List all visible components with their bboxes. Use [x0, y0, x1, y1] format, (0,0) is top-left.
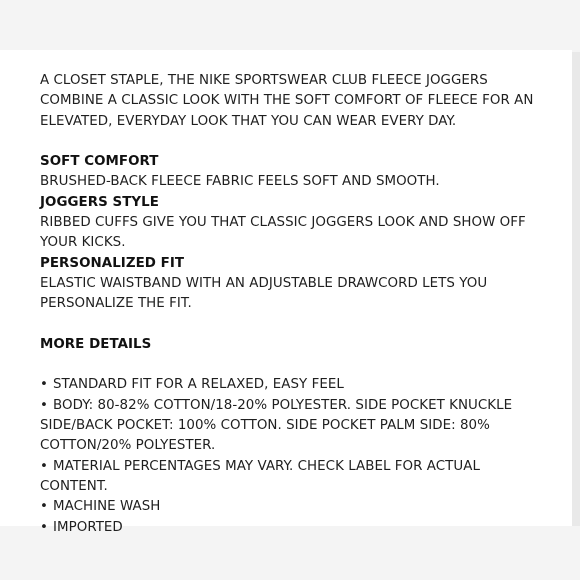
product-description	[40, 71, 550, 538]
personalized-fit-text: ELASTIC WAISTBAND WITH AN ADJUSTABLE DRAWCORD LETS YOU PERSONALIZE THE FIT.	[40, 275, 488, 312]
joggers-style-heading: JOGGERS STYLE	[40, 194, 159, 210]
bullet-icon: •	[40, 458, 48, 474]
soft-comfort-text: BRUSHED-BACK FLEECE FABRIC FEELS SOFT AND SMOOTH.	[40, 174, 440, 190]
list-item	[40, 518, 550, 538]
spacer	[40, 132, 550, 152]
more-details-heading: MORE DETAILS	[40, 336, 152, 352]
list-item-text: BODY: 80-82% COTTON/18-20% POLYESTER. SIDE POCKET KNUCKLE SIDE/BACK POCKET: 100% COTTON. SIDE POCKET PALM SIDE: 80% COTTON/20% POLYESTER.	[40, 397, 513, 454]
bullet-icon: •	[40, 397, 48, 413]
joggers-style-text: RIBBED CUFFS GIVE YOU THAT CLASSIC JOGGERS LOOK AND SHOW OFF YOUR KICKS.	[40, 215, 526, 251]
list-item	[40, 375, 550, 395]
details-list	[40, 375, 550, 537]
soft-comfort-heading: SOFT COMFORT	[40, 154, 159, 170]
bullet-icon: •	[40, 499, 48, 515]
bullet-icon: •	[40, 377, 48, 393]
list-item-text: MACHINE WASH	[53, 499, 161, 515]
list-item-text: MATERIAL PERCENTAGES MAY VARY. CHECK LABEL FOR ACTUAL CONTENT.	[40, 458, 480, 494]
list-item-text: STANDARD FIT FOR A RELAXED, EASY FEEL	[53, 377, 344, 393]
spacer	[40, 315, 550, 335]
card-edge-shadow	[572, 52, 580, 526]
intro-paragraph: A CLOSET STAPLE, THE NIKE SPORTSWEAR CLUB FLEECE JOGGERS COMBINE A CLASSIC LOOK WITH THE SOFT COMFORT OF FLEECE FOR AN ELEVATED, EVERYDAY LOOK THAT YOU CAN WEAR EVERY DAY.	[40, 73, 534, 129]
bullet-icon: •	[40, 519, 48, 535]
list-item-text: IMPORTED	[53, 519, 123, 535]
list-item	[40, 396, 550, 457]
spacer	[40, 355, 550, 375]
list-item	[40, 497, 550, 517]
list-item	[40, 457, 550, 498]
personalized-fit-heading: PERSONALIZED FIT	[40, 255, 185, 271]
